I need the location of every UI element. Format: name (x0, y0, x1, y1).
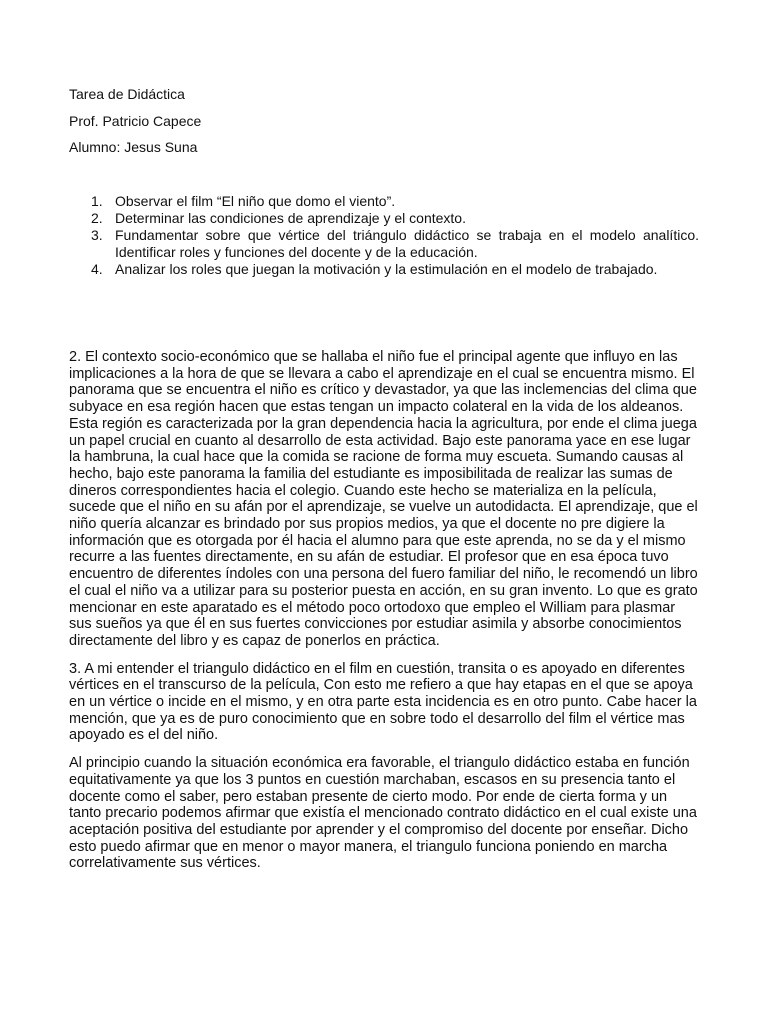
task-list (69, 193, 699, 278)
assignment-title: Tarea de Didáctica (69, 86, 185, 102)
document-header (69, 86, 709, 166)
task-number: 2. (91, 210, 103, 226)
task-item (69, 227, 699, 261)
professor-name: Prof. Patricio Capece (69, 112, 202, 129)
document-body (69, 349, 701, 883)
task-item (69, 261, 699, 278)
paragraph-beginning: Al principio cuando la situación económica era favorable, el triangulo didáctico estaba en función equitativamente ya que los 3 puntos en cuestión marchaban, escasos en su presencia tanto el docente como el saber, pero estaban presente de cierto modo. Por ende de cierta forma y un tanto precario podemos afirmar que existía el mencionado contrato didáctico en el cual existe una aceptación positiva del estudiante por aprender y el compromiso del docente por enseñar. Dicho esto puedo afirmar que en menor o mayor manera, el triangulo funciona poniendo en marcha correlativamente sus vértices. (69, 755, 697, 872)
paragraph-triangle: 3. A mi entender el triangulo didáctico en el film en cuestión, transita o es apoyado en diferentes vértices en el transcurso de la película, Con esto me refiero a que hay etapas en el que se apoya en un vértice o incide en el mismo, y en otra parte esta incidencia es en otro punto. Cabe hacer la mención, que ya es de puro conocimiento que en sobre todo el desarrollo del film el vértice mas apoyado es el del niño. (69, 660, 697, 744)
student-name: Alumno: Jesus Suna (69, 139, 198, 155)
task-number: 3. (91, 227, 103, 243)
task-text: Observar el film “El niño que domo el viento”. (115, 193, 396, 209)
task-item (69, 193, 699, 210)
paragraph-context: 2. El contexto socio-económico que se hallaba el niño fue el principal agente que influyo en las implicaciones a la hora de que se llevara a cabo el aprendizaje en el cual se encuentra mismo. El panorama que se encuentra el niño es crítico y devastador, ya que las inclemencias del clima que subyace en esa región hacen que estas tengan un impacto colateral en la vida de los aldeanos. Esta región es caracterizada por la gran dependencia hacia la agricultura, por ende el clima juega un papel crucial en cuanto al desarrollo de esta actividad. Bajo este panorama yace en ese lugar la hambruna, la cual hace que la comida se racione de forma muy escueta. Sumando causas al hecho, bajo este panorama la familia del estudiante es imposibilitada de realizar las sumas de dineros correspondientes hacia el colegio. Cuando este hecho se materializa en la película, sucede que el niño en su afán por el aprendizaje, se vuelve un autodidacta. El aprendizaje, que el niño quería alcanzar es brindado por sus propios medios, ya que el docente no pre digiere la información que es otorgada por él hacia el alumno para que este aprenda, no se da y el mismo recurre a las fuentes directamente, en su afán de estudiar. El profesor que en esa época tuvo encuentro de diferentes índoles con una persona del fuero familiar del niño, le recomendó un libro el cual el niño va a utilizar para su posterior puesta en acción, en su gran invento. Lo que es grato mencionar en este aparatado es el método poco ortodoxo que empleo el William para plasmar sus sueños ya que él en sus fuertes convicciones por estudiar asimila y absorbe conocimientos directamente del libro y es capaz de ponerlos en práctica. (69, 349, 698, 649)
task-number: 1. (91, 193, 103, 209)
task-text: Analizar los roles que juegan la motivación y la estimulación en el modelo de trabajado. (115, 261, 658, 277)
task-number: 4. (91, 261, 103, 277)
task-text: Determinar las condiciones de aprendizaje y el contexto. (115, 210, 466, 226)
task-item (69, 210, 699, 227)
task-text: Fundamentar sobre que vértice del triángulo didáctico se trabaja en el modelo analítico. Identificar roles y funciones del docente y de la educación. (115, 227, 699, 260)
